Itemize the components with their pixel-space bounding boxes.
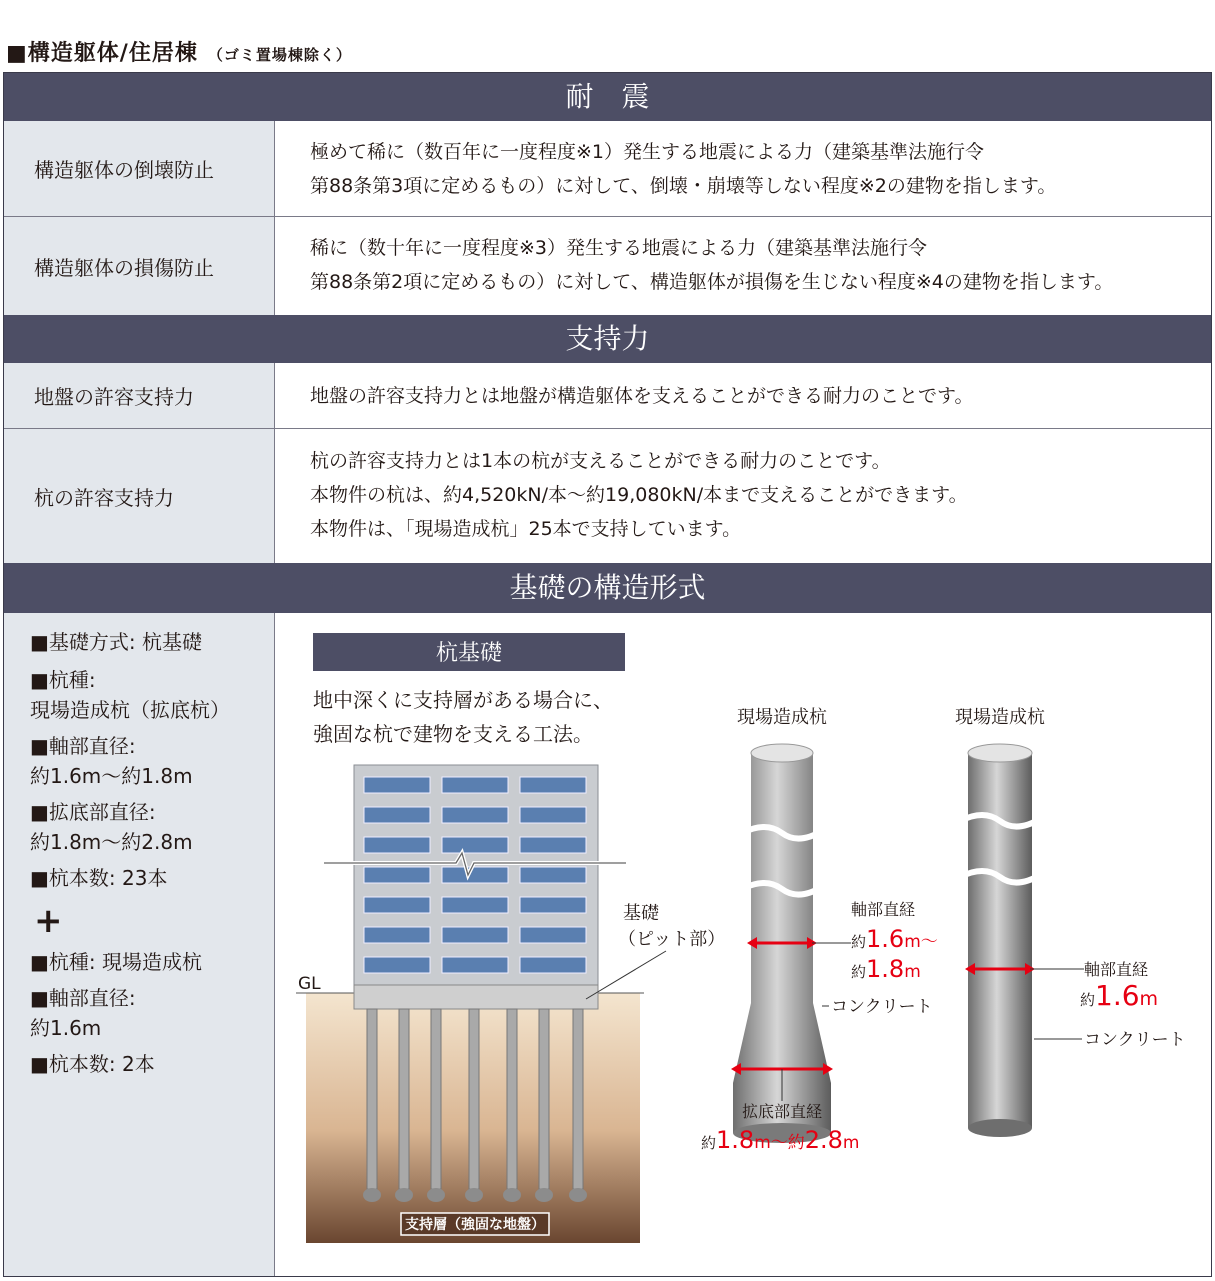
figure-desc-line: 地中深くに支持層がある場合に、 <box>313 688 613 712</box>
svg-text:約1.8m: 約1.8m <box>851 955 921 983</box>
spec-line: ■杭種: <box>30 668 96 692</box>
pile-base <box>535 1188 553 1202</box>
spec-line: ■基礎方式: 杭基礎 <box>30 630 202 654</box>
pile <box>431 1009 441 1189</box>
section-header-support: 支持力 <box>4 315 1211 363</box>
foundation-figure <box>276 613 1211 1276</box>
pile2-shaft-label: 軸部直経 <box>1084 960 1149 979</box>
table-row <box>4 363 1211 429</box>
pile1-shaft-label: 軸部直経 <box>851 900 916 919</box>
spec-line: 現場造成杭（拡底杭） <box>30 698 230 722</box>
support-layer-label: 支持層（強固な地盤） <box>405 1217 545 1233</box>
pile-base <box>427 1188 445 1202</box>
pile-base <box>503 1188 521 1202</box>
spec-line: ■軸部直径: <box>30 734 136 758</box>
pile2-illustration <box>960 744 1040 1137</box>
spec-line: 約1.6m～約1.8m <box>30 764 193 788</box>
figure-title: 杭基礎 <box>435 641 503 666</box>
foundation-specs <box>4 613 275 1276</box>
section-header-seismic: 耐 震 <box>4 73 1211 121</box>
structure-table <box>3 72 1212 1277</box>
pile-base <box>395 1188 413 1202</box>
spec-line: ■杭種: 現場造成杭 <box>30 950 202 974</box>
spec-line: ■杭本数: 2本 <box>30 1052 155 1076</box>
gl-label: GL <box>298 974 321 994</box>
pile1-base-label: 拡底部直経 <box>741 1102 823 1121</box>
pile <box>573 1009 583 1189</box>
pile-base <box>569 1188 587 1202</box>
building-illustration <box>324 765 626 1009</box>
pile2-concrete-label: コンクリート <box>1084 1030 1186 1050</box>
foundation-label: （ピット部） <box>618 929 726 950</box>
row-text: 地盤の許容支持力とは地盤が構造躯体を支えることができる耐力のことです。 <box>310 385 974 407</box>
figure-desc-line: 強固な杭で建物を支える工法。 <box>313 722 593 746</box>
plus-sign: + <box>34 901 63 941</box>
row-label: 地盤の許容支持力 <box>4 363 275 428</box>
pile <box>399 1009 409 1189</box>
svg-text:約1.8m～約2.8m: 約1.8m～約2.8m <box>701 1126 860 1154</box>
pile <box>469 1009 479 1189</box>
spec-line: 約1.8m～約2.8m <box>30 830 193 854</box>
row-label: 杭の許容支持力 <box>4 429 275 563</box>
row-label: 構造躯体の損傷防止 <box>4 217 275 315</box>
row-text: 稀に（数十年に一度程度※3）発生する地震による力（建築基準法施行令 第88条第2項に定めるもの）に対して、構造躯体が損傷を生じない程度※4の建物を指します。 <box>310 237 1114 293</box>
foundation-label: 基礎 <box>623 903 659 924</box>
pile2-title: 現場造成杭 <box>955 707 1045 728</box>
section-header-foundation: 基礎の構造形式 <box>4 563 1211 613</box>
pile <box>507 1009 517 1189</box>
pile <box>367 1009 377 1189</box>
row-label: 構造躯体の倒壊防止 <box>4 121 275 216</box>
spec-line: ■軸部直径: <box>30 986 136 1010</box>
table-row <box>4 429 1211 563</box>
spec-line: 約1.6m <box>30 1016 102 1040</box>
pile1-concrete-label: コンクリート <box>831 997 933 1017</box>
spec-line: ■拡底部直径: <box>30 800 156 824</box>
row-text: 極めて稀に（数百年に一度程度※1）発生する地震による力（建築基準法施行令 第88条第3項に定めるもの）に対して、倒壊・崩壊等しない程度※2の建物を指します。 <box>310 141 1057 197</box>
pile-base <box>465 1188 483 1202</box>
table-row <box>4 217 1211 315</box>
spec-line: ■杭本数: 23本 <box>30 866 168 890</box>
table-row <box>4 121 1211 217</box>
svg-text:約1.6m: 約1.6m <box>1080 979 1159 1012</box>
pile1-title: 現場造成杭 <box>737 707 827 728</box>
page-title: ■構造躯体/住居棟 （ゴミ置場棟除く） <box>6 41 352 66</box>
pile-base <box>363 1188 381 1202</box>
pile <box>539 1009 549 1189</box>
svg-text:約1.6m～: 約1.6m～ <box>851 925 938 953</box>
row-text: 杭の許容支持力とは1本の杭が支えることができる耐力のことです。 本物件の杭は、約4,520kN/本～約19,080kN/本まで支えることができます。 本物件は、「現場造成杭」25本で支持しています。 <box>310 450 968 540</box>
